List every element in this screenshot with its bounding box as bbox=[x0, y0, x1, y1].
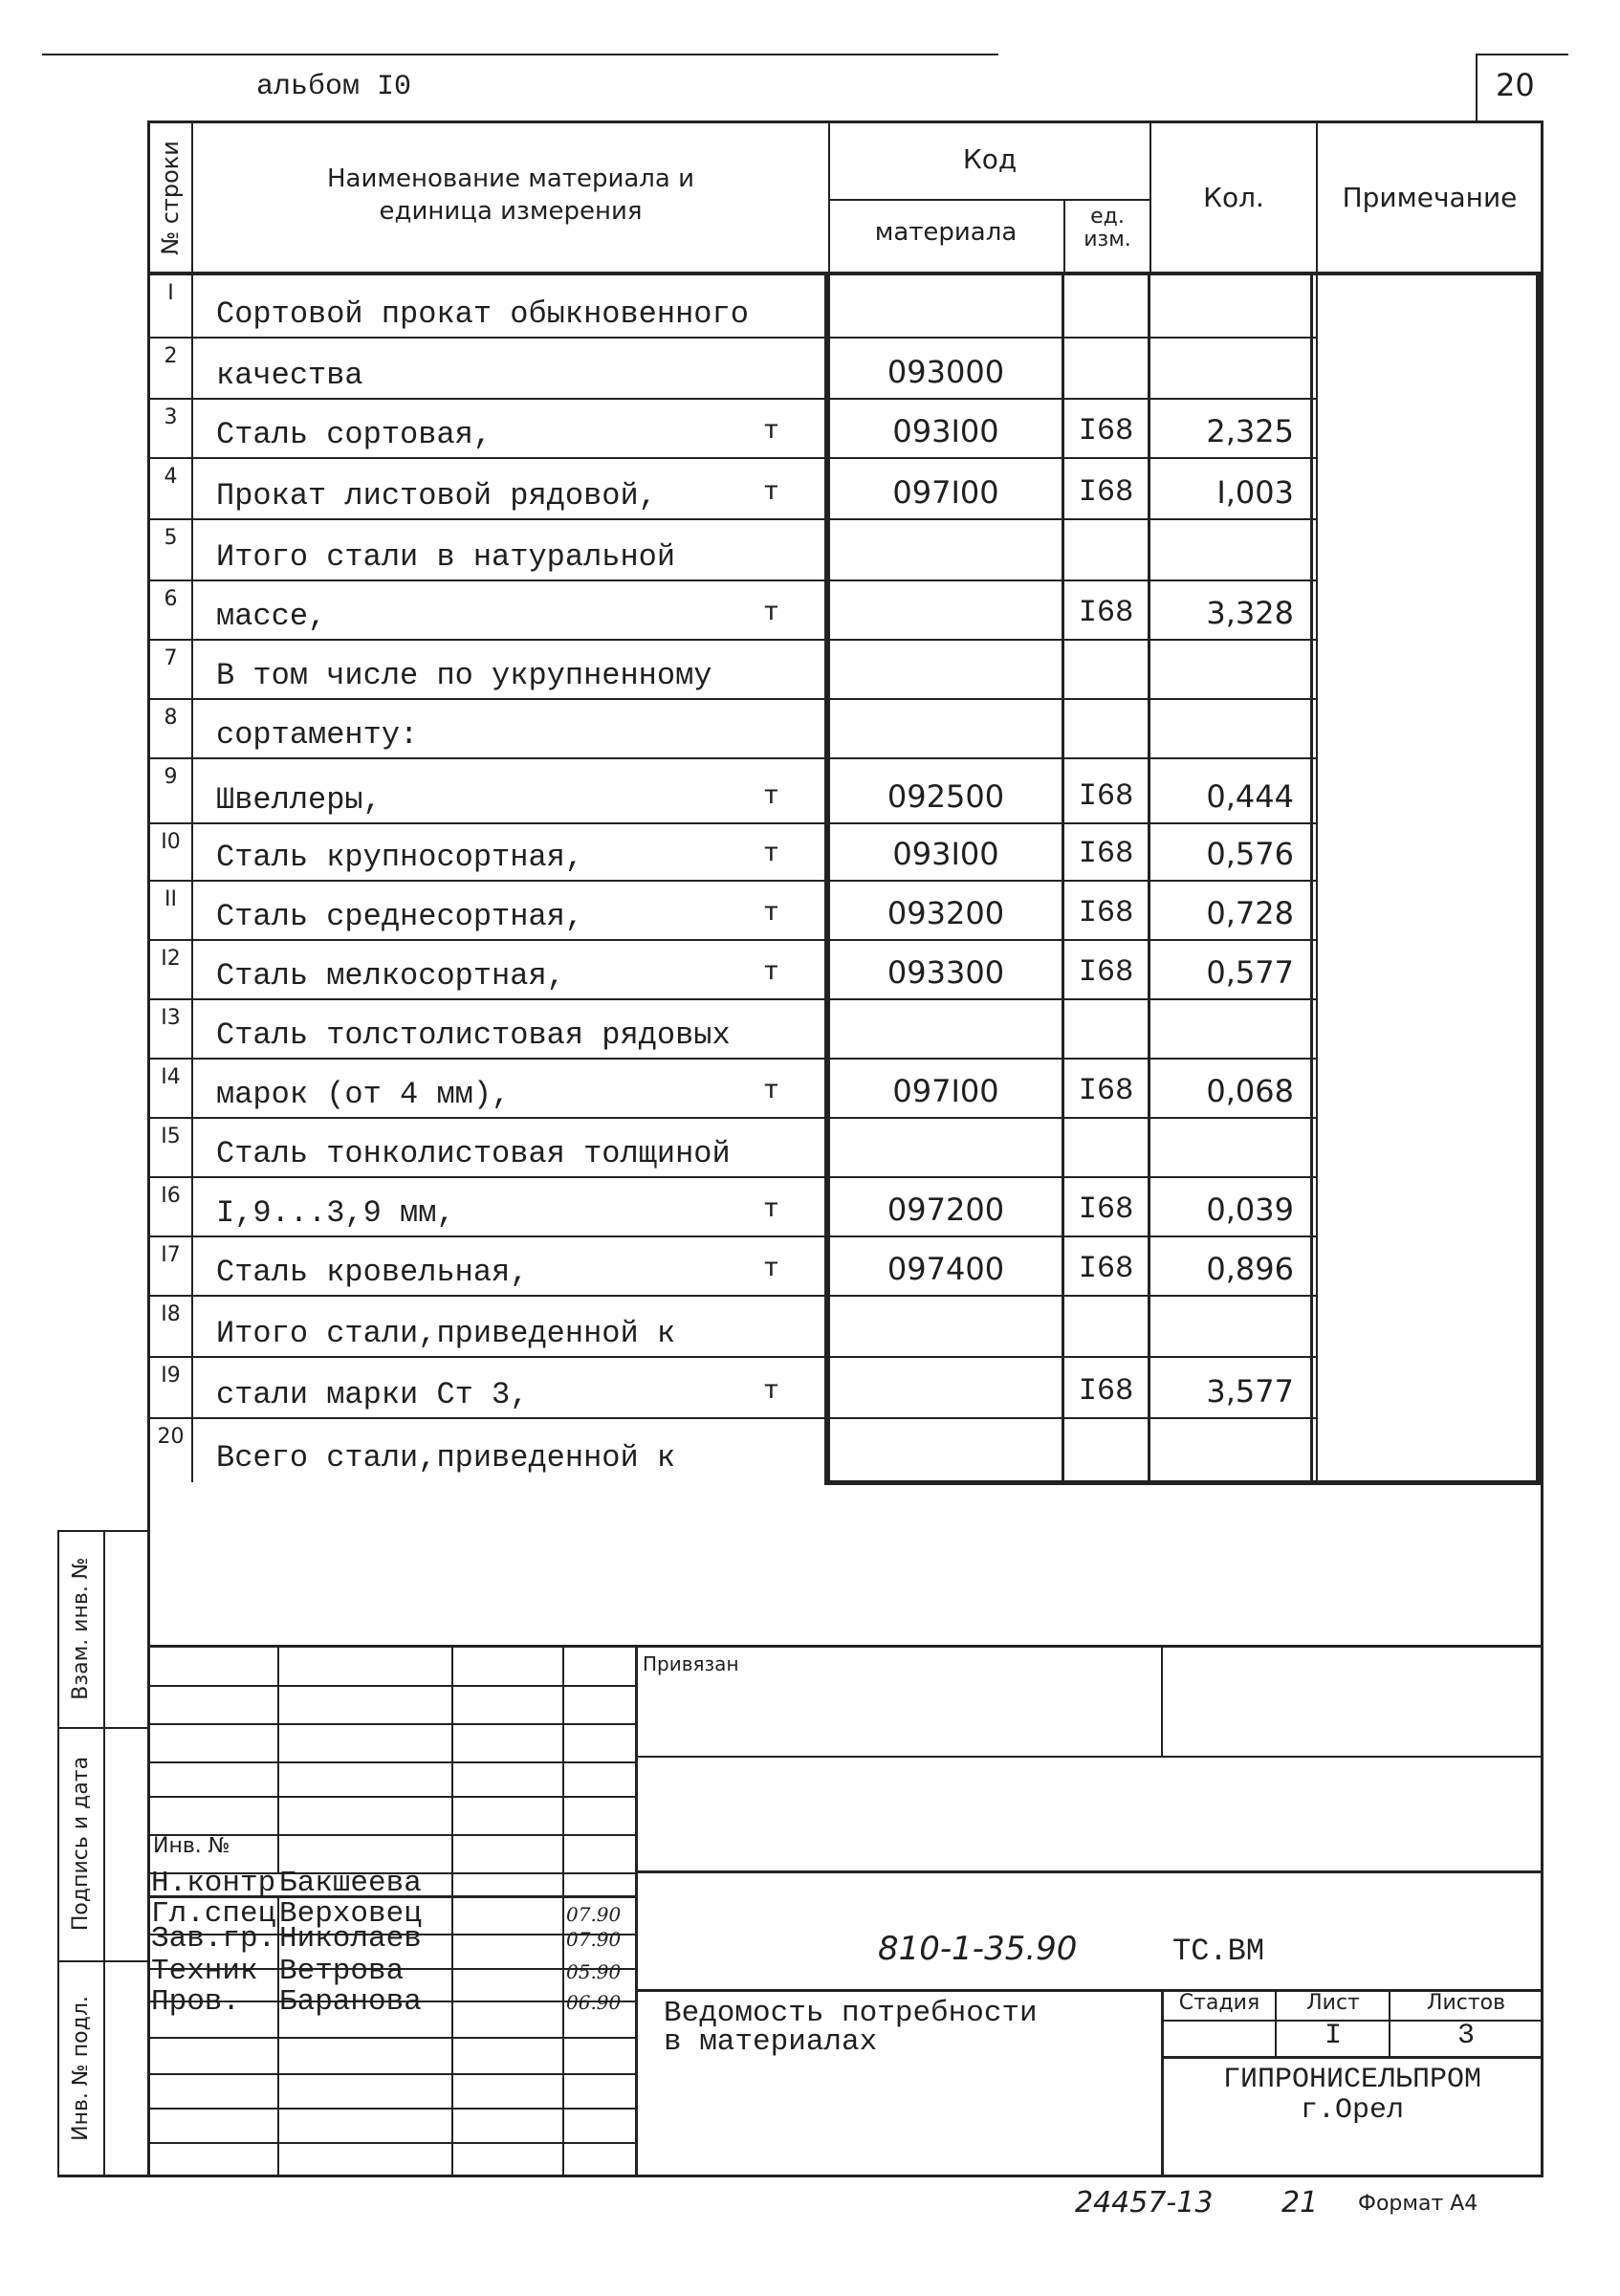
row-number: 6 bbox=[164, 587, 178, 611]
row-material-code: 097200 bbox=[887, 1192, 1005, 1228]
row-quantity: 0,728 bbox=[1206, 895, 1294, 931]
row-quantity: 0,896 bbox=[1206, 1251, 1294, 1287]
row-divider bbox=[147, 337, 1316, 339]
row-unit: т bbox=[763, 1377, 779, 1407]
document-suffix: ТС.ВМ bbox=[1172, 1934, 1265, 1969]
signer-date: 05.90 bbox=[566, 1960, 622, 1983]
row-name: Сталь сортовая, bbox=[216, 417, 493, 452]
qty-header: Кол. bbox=[1203, 182, 1264, 213]
row-material-code: 092500 bbox=[887, 778, 1005, 815]
privyazan-label: Привязан bbox=[643, 1652, 739, 1675]
row-name: Сталь толстолистовая рядовых bbox=[216, 1017, 731, 1053]
row-name: Швеллеры, bbox=[216, 782, 382, 818]
row-number: 20 bbox=[157, 1425, 185, 1449]
row-number: 7 bbox=[164, 646, 178, 670]
row-number: 9 bbox=[164, 765, 178, 789]
signer-name: Николаев bbox=[279, 1922, 422, 1956]
row-material-code: 097400 bbox=[887, 1251, 1005, 1287]
row-material-code: 093I00 bbox=[892, 836, 999, 872]
signer-role: Техник bbox=[151, 1955, 258, 1988]
row-divider bbox=[147, 398, 1316, 400]
signer-name: Баранова bbox=[279, 1985, 422, 2019]
footer-number: 24457-13 bbox=[1075, 2186, 1214, 2219]
row-quantity: 0,576 bbox=[1206, 836, 1294, 872]
row-quantity: I,003 bbox=[1216, 474, 1294, 511]
sheet-value: I bbox=[1324, 2020, 1342, 2052]
row-name: сортаменту: bbox=[216, 717, 419, 753]
row-unit-code: I68 bbox=[1078, 836, 1134, 871]
row-unit-code: I68 bbox=[1078, 595, 1134, 630]
row-material-code: 093I00 bbox=[892, 413, 999, 449]
row-name: Сталь крупносортная, bbox=[216, 840, 584, 875]
row-divider bbox=[147, 518, 1316, 520]
row-quantity: 0,444 bbox=[1206, 778, 1294, 815]
row-divider bbox=[147, 1235, 1316, 1237]
row-number: 2 bbox=[164, 344, 178, 368]
signer-date: 07.90 bbox=[566, 1903, 622, 1926]
row-divider bbox=[147, 1356, 1316, 1358]
row-number: I6 bbox=[161, 1184, 181, 1208]
row-material-code: 097I00 bbox=[892, 474, 999, 511]
signer-role: Гл.спец bbox=[151, 1897, 276, 1931]
row-name: Всего стали,приведенной к bbox=[216, 1440, 676, 1476]
row-number: I bbox=[167, 281, 174, 305]
row-unit-code: I68 bbox=[1078, 895, 1134, 930]
row-unit: т bbox=[763, 899, 779, 929]
row-material-code: 093200 bbox=[887, 895, 1005, 931]
code-header: Код bbox=[962, 143, 1018, 175]
sheet-label: Лист bbox=[1306, 1991, 1360, 2015]
row-unit: т bbox=[763, 782, 779, 812]
row-material-code: 093000 bbox=[887, 354, 1005, 390]
row-quantity: 0,577 bbox=[1206, 954, 1294, 991]
row-material-code: 097I00 bbox=[892, 1073, 999, 1109]
row-quantity: 3,328 bbox=[1206, 595, 1294, 631]
footer-page: 21 bbox=[1281, 2186, 1319, 2219]
row-divider bbox=[147, 457, 1316, 459]
row-divider bbox=[147, 1058, 1316, 1060]
row-divider bbox=[147, 1176, 1316, 1178]
row-name: I,9...3,9 мм, bbox=[216, 1195, 455, 1231]
signer-role: Н.контр bbox=[151, 1867, 276, 1900]
row-divider bbox=[147, 1117, 1316, 1119]
row-divider bbox=[147, 880, 1316, 882]
organization-name: ГИПРОНИСЕЛЬПРОМ bbox=[1222, 2064, 1482, 2096]
row-unit: т bbox=[763, 958, 779, 988]
side-label-vzam-inv: Взам. инв. № bbox=[69, 1557, 93, 1700]
code-unit-header-1: ед. bbox=[1090, 205, 1125, 229]
row-name: Прокат листовой рядовой, bbox=[216, 478, 657, 514]
row-divider bbox=[147, 939, 1316, 941]
row-number: I5 bbox=[161, 1125, 181, 1148]
row-unit-code: I68 bbox=[1078, 1073, 1134, 1108]
row-name: качества bbox=[216, 358, 363, 393]
row-divider bbox=[147, 998, 1316, 1000]
row-unit: т bbox=[763, 1195, 779, 1225]
document-title-line1: Ведомость потребности bbox=[664, 1997, 1038, 2030]
row-unit-code: I68 bbox=[1078, 1192, 1134, 1227]
row-name: Итого стали в натуральной bbox=[216, 539, 676, 575]
row-quantity: 3,577 bbox=[1206, 1373, 1294, 1410]
inv-no-label: Инв. № bbox=[153, 1834, 230, 1858]
row-divider bbox=[147, 579, 1316, 581]
row-unit-code: I68 bbox=[1078, 1251, 1134, 1286]
side-label-inv-podl: Инв. № подл. bbox=[69, 1996, 93, 2141]
row-number: I9 bbox=[161, 1364, 181, 1388]
side-label-podpis-data: Подпись и дата bbox=[69, 1756, 93, 1932]
row-unit: т bbox=[763, 478, 779, 508]
row-divider bbox=[147, 1295, 1316, 1297]
signer-date: 07.90 bbox=[566, 1928, 622, 1951]
signer-name: Верховец bbox=[279, 1897, 422, 1931]
row-name: Сталь тонколистовая толщиной bbox=[216, 1136, 731, 1171]
row-divider bbox=[147, 757, 1316, 759]
document-title-line2: в материалах bbox=[664, 2025, 878, 2059]
row-unit-code: I68 bbox=[1078, 778, 1134, 814]
row-number: I8 bbox=[161, 1302, 181, 1326]
row-unit-code: I68 bbox=[1078, 1373, 1134, 1409]
footer-format: Формат А4 bbox=[1358, 2192, 1478, 2216]
signer-role: Пров. bbox=[151, 1985, 241, 2019]
name-header-line1: Наименование материала и bbox=[326, 164, 695, 193]
row-name: марок (от 4 мм), bbox=[216, 1077, 511, 1112]
row-number: 3 bbox=[164, 405, 178, 429]
row-name: В том числе по укрупненному bbox=[216, 658, 712, 693]
document-code: 810-1-35.90 bbox=[878, 1930, 1078, 1968]
row-number: I0 bbox=[161, 830, 181, 854]
row-name: Итого стали,приведенной к bbox=[216, 1316, 676, 1351]
signer-name: Бакшеева bbox=[279, 1867, 422, 1900]
row-divider bbox=[147, 698, 1316, 700]
album-label: альбом I0 bbox=[256, 71, 412, 103]
row-name: Сортовой прокат обыкновенного bbox=[216, 296, 749, 332]
row-unit: т bbox=[763, 599, 779, 628]
row-quantity: 2,325 bbox=[1206, 413, 1294, 449]
signer-date: 06.90 bbox=[566, 1991, 622, 2014]
organization-city: г.Орел bbox=[1300, 2094, 1405, 2127]
signer-role: Зав.гр. bbox=[151, 1922, 276, 1956]
row-unit: т bbox=[763, 1077, 779, 1106]
sheets-value: 3 bbox=[1456, 2020, 1475, 2052]
row-divider bbox=[147, 639, 1316, 641]
row-number: 5 bbox=[164, 526, 178, 550]
row-unit: т bbox=[763, 840, 779, 869]
row-number: I4 bbox=[161, 1065, 181, 1089]
row-quantity: 0,039 bbox=[1206, 1192, 1294, 1228]
row-number: 8 bbox=[164, 706, 178, 730]
row-unit-code: I68 bbox=[1078, 954, 1134, 990]
row-name: Сталь кровельная, bbox=[216, 1255, 529, 1290]
row-number: II bbox=[164, 887, 177, 911]
row-unit: т bbox=[763, 1255, 779, 1284]
row-number: 4 bbox=[164, 465, 178, 489]
row-number-header: № строки bbox=[157, 141, 184, 255]
signer-name: Ветрова bbox=[279, 1955, 405, 1988]
row-name: Сталь среднесортная, bbox=[216, 899, 584, 934]
top-rule bbox=[42, 54, 998, 55]
row-number: I3 bbox=[161, 1006, 181, 1030]
row-quantity: 0,068 bbox=[1206, 1073, 1294, 1109]
note-header: Примечание bbox=[1342, 182, 1518, 213]
row-name: Сталь мелкосортная, bbox=[216, 958, 565, 994]
stage-label: Стадия bbox=[1178, 1991, 1260, 2015]
row-divider bbox=[147, 1417, 1316, 1419]
name-header-line2: единица измерения bbox=[379, 197, 643, 226]
sheets-label: Листов bbox=[1426, 1991, 1506, 2015]
row-name: массе, bbox=[216, 599, 327, 634]
sheet-number: 20 bbox=[1496, 67, 1535, 103]
code-unit-header-2: изм. bbox=[1084, 228, 1131, 251]
row-unit-code: I68 bbox=[1078, 413, 1134, 448]
row-number: I2 bbox=[161, 947, 181, 971]
row-name: стали марки Ст 3, bbox=[216, 1377, 529, 1412]
row-unit-code: I68 bbox=[1078, 474, 1134, 510]
code-material-header: материала bbox=[874, 218, 1018, 247]
row-material-code: 093300 bbox=[887, 954, 1005, 991]
row-unit: т bbox=[763, 417, 779, 447]
row-number: I7 bbox=[161, 1243, 181, 1267]
row-divider bbox=[147, 822, 1316, 824]
